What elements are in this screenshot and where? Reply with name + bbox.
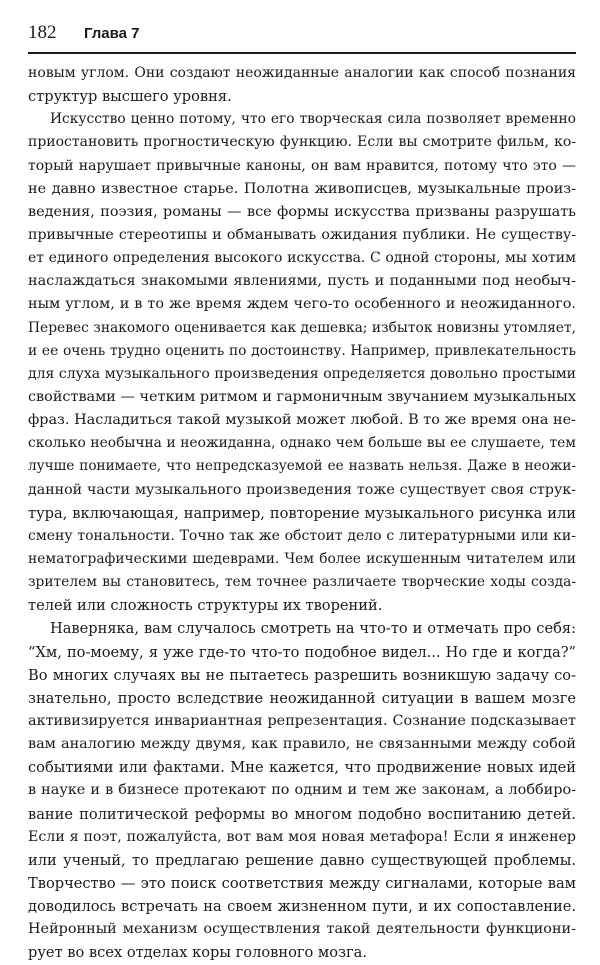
text-line: привычные стереотипы и обманывать ожидания публики. Не существу- [28,226,576,243]
text-line: рует во всех отделах коры головного мозга. [28,944,368,962]
text-line: или ученый, то предлагаю решение давно существующей проблемы. [28,851,576,869]
text-line: активизируется инвариантная репрезентация. Сознание подсказывает [28,712,576,729]
text-line: не давно известное старье. Полотна живописцев, музыкальные произ- [28,180,576,197]
text-line: ным углом, и в то же время ждем чего-то особенного и неожиданного. [28,296,576,313]
text-line: доводилось встречать на своем жизненном пути, и их сопоставление. [28,898,576,916]
text-line: фраз. Насладиться такой музыкой может любой. В то же время она не- [28,412,576,429]
text-line: приостановить прогностическую функцию. Если вы смотрите фильм, ко- [28,134,576,151]
text-line: для слуха музыкального произведения определяется довольно простыми [28,365,576,382]
text-line: данной части музыкального произведения тоже существует своя струк- [28,481,576,498]
paragraph-start-line: Наверняка, вам случалось смотреть на что-то и отмечать про себя: [50,620,576,638]
text-line: Во многих случаях вы не пытаетесь разрешить возникшую задачу со- [28,666,576,684]
text-line: знательно, просто вследствие неожиданной ситуации в вашем мозге [28,689,576,707]
text-line: Если я поэт, пожалуйста, вот вам моя новая метафора! Если я инженер [28,828,576,845]
text-line: и ее очень трудно оценить по достоинству. Например, привлекательность [28,342,576,359]
text-line: Нейронный механизм осуществления такой деятельности функциони- [28,921,576,938]
body-text [28,62,576,964]
text-line: лучше понимаете, что непредсказуемой ее назвать нельзя. Даже в неожи- [28,458,576,475]
text-line: ведения, поэзия, романы — все формы искусства призваны разрушать [28,203,576,220]
text-line: событиями или фактами. Мне кажется, что продвижение новых идей [28,759,576,777]
text-line: нематографическими шедеврами. Чем более искушенным читателем или [28,550,576,567]
paragraph-start-line: Искусство ценно потому, что его творческая сила позволяет временно [50,111,576,128]
text-line: Перевес знакомого оценивается как дешевка; избыток новизны утомляет, [28,319,576,336]
text-line: свойствами — четким ритмом и гармоничным звучанием музыкальных [28,388,576,405]
text-line: в науке и в бизнесе протекают по одним и тем же законам, а лоббиро- [28,782,576,799]
chapter-title: Глава 7 [84,25,140,42]
text-line: вам аналогию между двумя, как правило, не связанными между собой [28,736,576,753]
text-line: торый нарушает привычные каноны, он вам нравится, потому что это — [28,157,576,174]
text-line: структур высшего уровня. [28,88,232,106]
text-line: наслаждаться знакомыми явлениями, пусть и поданными под необыч- [28,273,576,290]
text-line: тура, включающая, например, повторение музыкального рисунка или [28,504,576,522]
text-line: “Хм, по-моему, я уже где-то что-то подобное видел... Но где и когда?” [28,643,576,661]
running-header [28,22,576,54]
text-line: телей или сложность структуры их творений. [28,597,383,615]
text-line: сколько необычна и неожиданна, однако чем больше вы ее слушаете, тем [28,435,576,452]
text-line: зрителем вы становитесь, тем точнее различаете творческие ходы созда- [28,574,576,591]
text-line: ет единого определения высокого искусства. С одной стороны, мы хотим [28,250,576,267]
text-line: новым углом. Они создают неожиданные аналогии как способ познания [28,65,576,81]
text-line: Творчество — это поиск соответствия между сигналами, которые вам [28,874,576,892]
text-line: смену тональности. Точно так же обстоит дело с литературными или ки- [28,527,576,544]
page-number: 182 [28,22,57,43]
text-line: вание политической реформы во многом подобно воспитанию детей. [28,805,576,823]
